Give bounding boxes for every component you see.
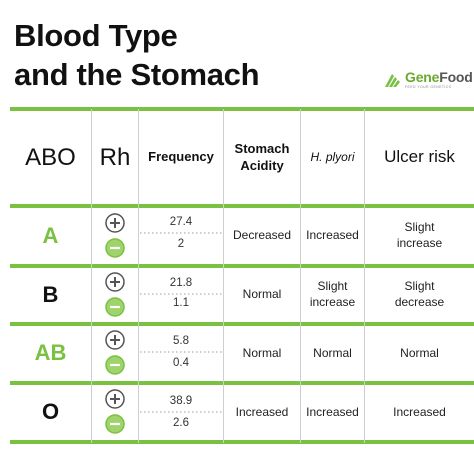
stomach-acidity-value: Decreased xyxy=(232,228,292,243)
header-ulcer-risk: Ulcer risk xyxy=(384,147,455,167)
brand-name: GeneFood xyxy=(405,69,473,85)
header-stomach-acidity xyxy=(224,111,300,204)
header-abo: ABO xyxy=(25,143,76,171)
table-rule xyxy=(10,440,474,444)
ulcer-risk-value: Increased xyxy=(393,404,446,419)
frequency-cell xyxy=(140,269,222,321)
stomach-acidity-value: Normal xyxy=(242,345,282,360)
title-line-2: and the Stomach xyxy=(14,57,260,92)
rh-indicator xyxy=(104,210,126,262)
title-line-1: Blood Type xyxy=(14,18,178,53)
h-pylori-value: Slight increase xyxy=(309,279,356,309)
rh-indicator xyxy=(104,327,126,379)
h-pylori-value: Normal xyxy=(313,345,352,360)
h-pylori-value: Increased xyxy=(306,228,359,243)
ulcer-risk-value: Normal xyxy=(400,345,439,360)
header-frequency: Frequency xyxy=(148,149,214,165)
header-acidity-line-1: Stomach xyxy=(234,140,290,156)
ulcer-risk-value: Slight decrease xyxy=(394,279,445,309)
blood-type-a: A xyxy=(42,222,59,248)
frequency-rh-negative: 1.1 xyxy=(173,297,189,309)
brand-tagline: FEED YOUR GENETICS xyxy=(405,85,452,89)
stomach-acidity-value: Increased xyxy=(235,404,289,419)
blood-type-ab: AB xyxy=(34,340,67,366)
frequency-rh-negative: 2.6 xyxy=(173,417,189,429)
frequency-rh-positive: 27.4 xyxy=(169,216,193,228)
ulcer-risk-value: Slight increase xyxy=(396,220,443,250)
blood-type-b: B xyxy=(42,281,59,307)
stomach-acidity-value: Normal xyxy=(242,287,282,302)
header-rh: Rh xyxy=(99,143,131,171)
frequency-rh-positive: 38.9 xyxy=(169,395,193,407)
rh-indicator xyxy=(104,386,126,438)
frequency-rh-negative: 0.4 xyxy=(173,357,189,369)
header-h-pylori: H. plyori xyxy=(310,149,355,164)
h-pylori-value: Increased xyxy=(306,404,359,419)
frequency-rh-positive: 21.8 xyxy=(169,277,193,289)
frequency-cell xyxy=(140,210,222,262)
blood-type-o: O xyxy=(41,399,60,425)
frequency-rh-negative: 2 xyxy=(177,238,185,250)
rh-indicator xyxy=(104,269,126,321)
frequency-rh-positive: 5.8 xyxy=(173,335,189,347)
frequency-cell xyxy=(140,327,222,379)
frequency-cell xyxy=(140,386,222,438)
header-acidity-line-2: Acidity xyxy=(240,157,284,173)
